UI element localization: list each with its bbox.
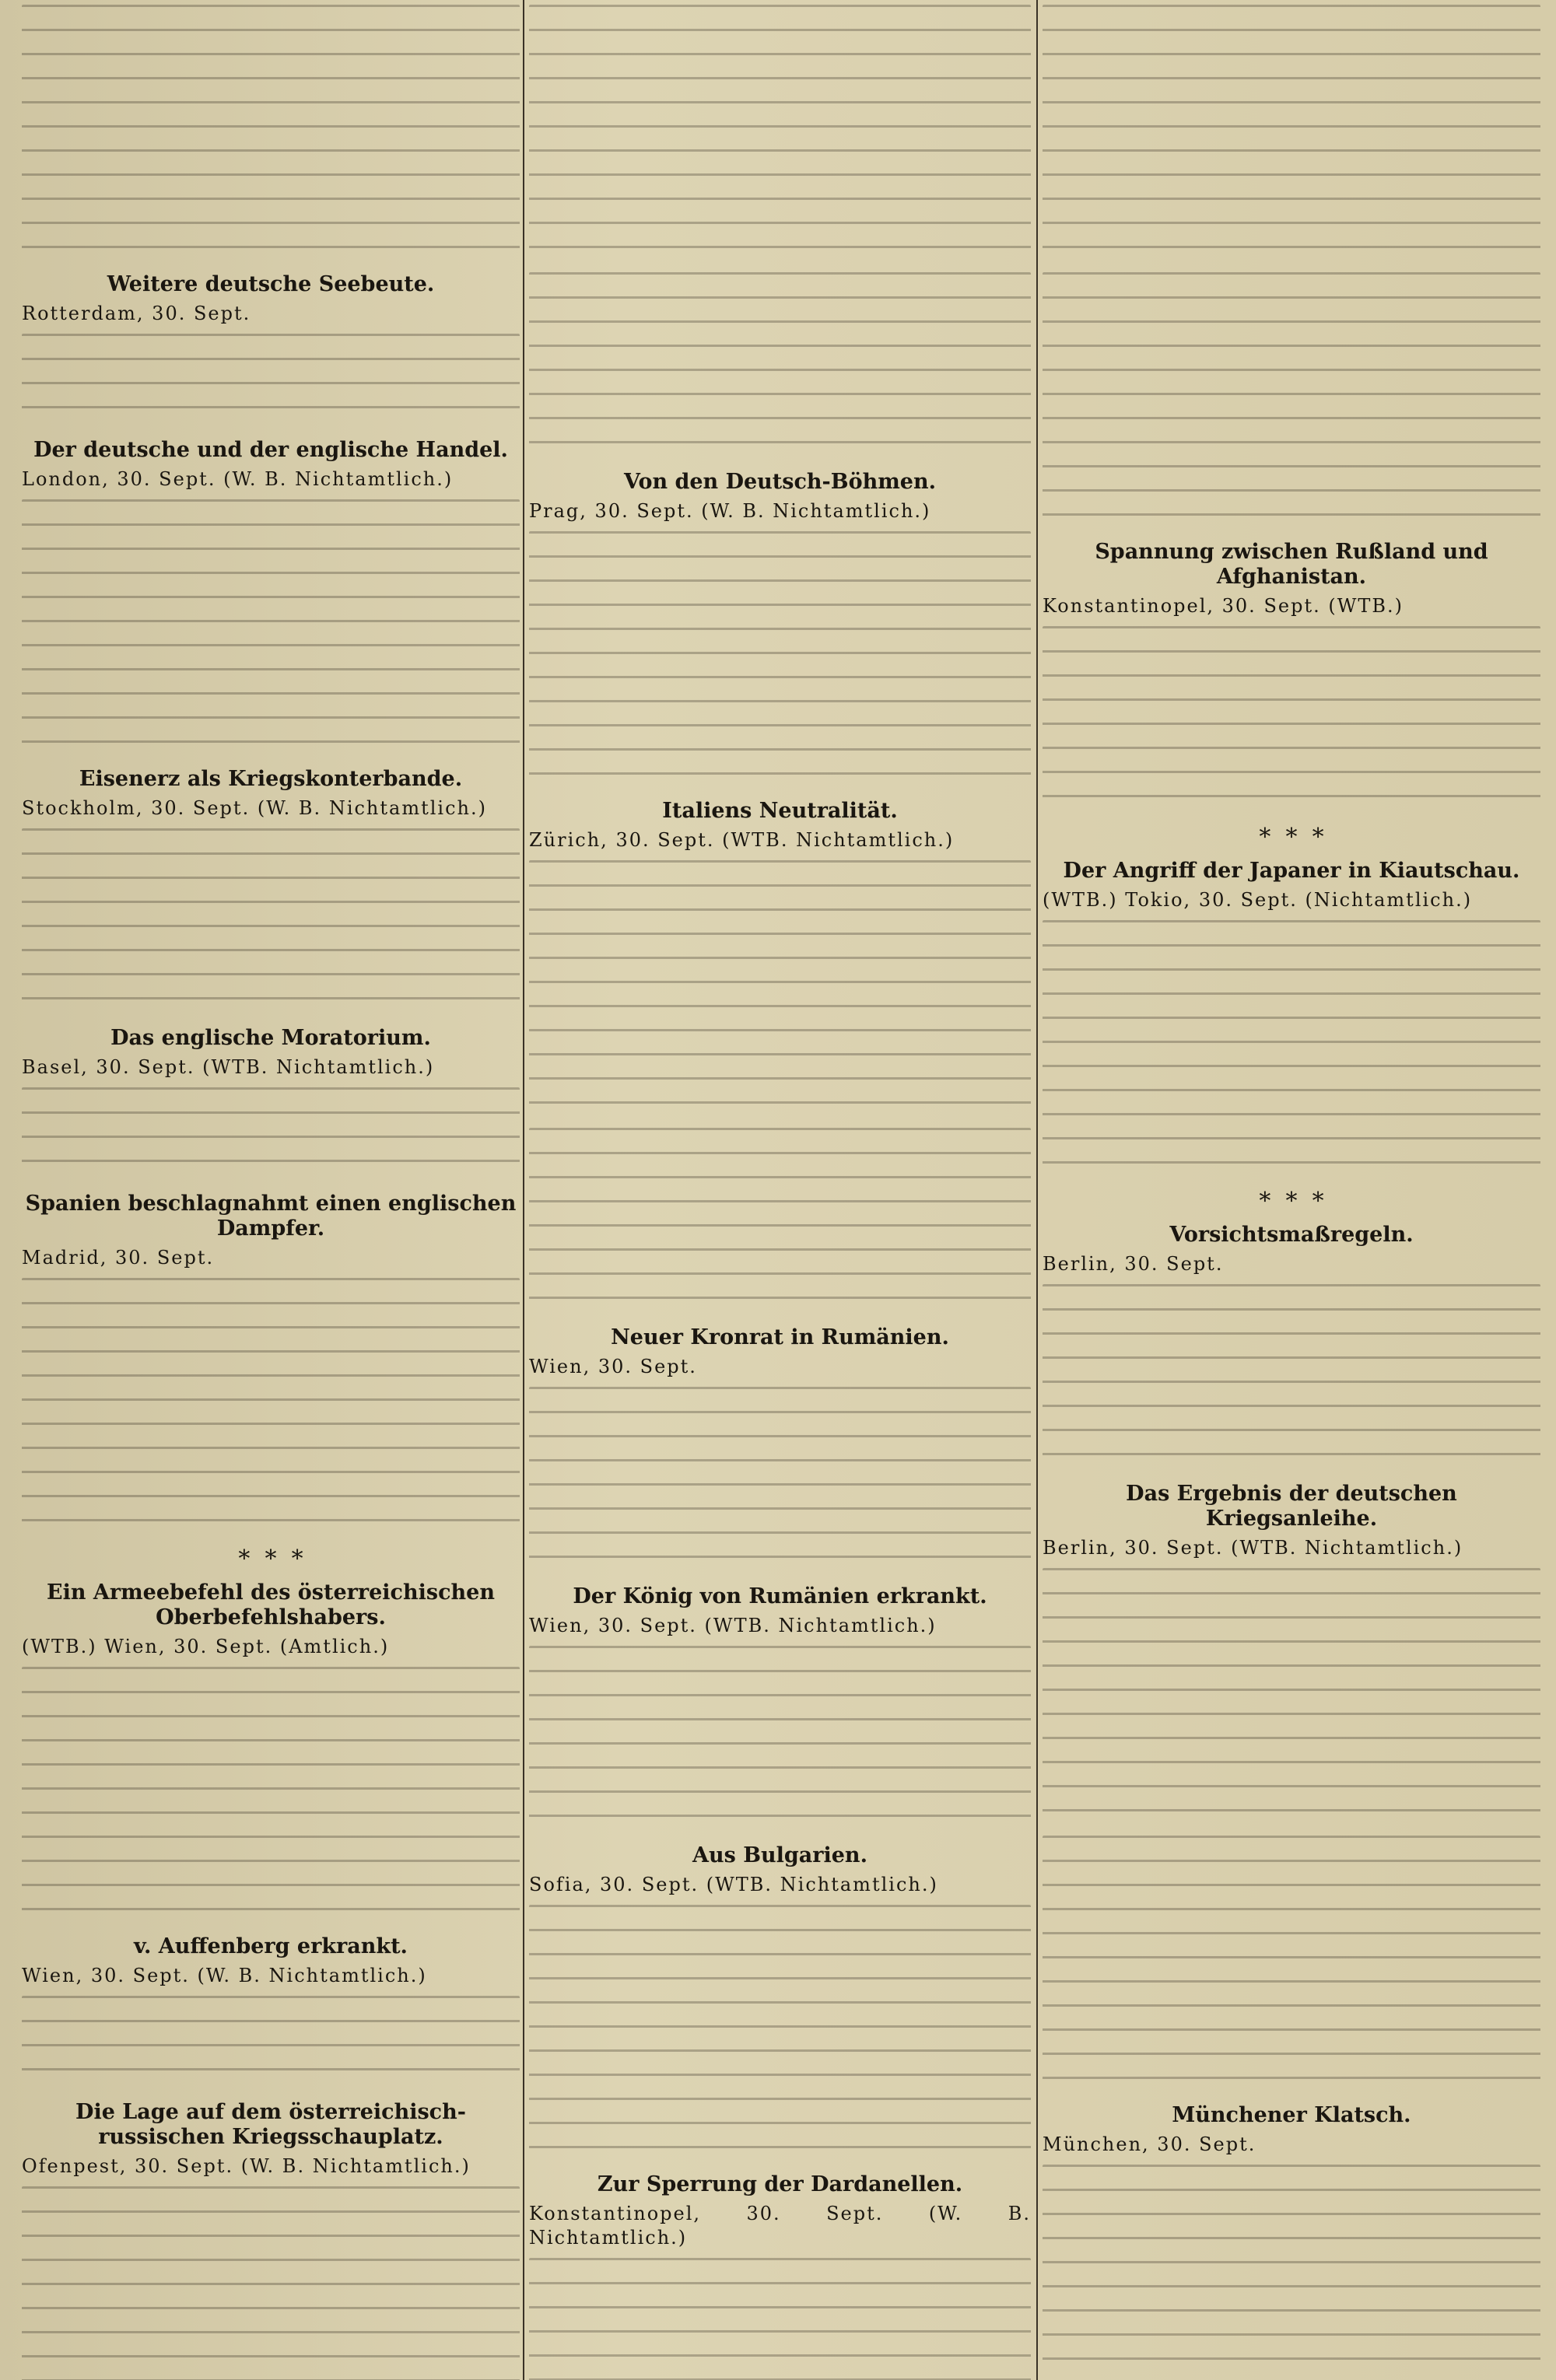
unreadable-body <box>1043 920 1540 1177</box>
section-divider: * * * <box>238 1545 303 1573</box>
article-dateline: Rotterdam, 30. Sept. <box>22 303 251 324</box>
article <box>22 767 520 1015</box>
article <box>1043 1223 1540 1471</box>
column-rule <box>1036 0 1038 2380</box>
article-dateline: Wien, 30. Sept. (W. B. Nichtamtlich.) <box>22 1965 427 1986</box>
article <box>529 799 1031 1314</box>
article <box>1043 540 1540 813</box>
unreadable-body <box>22 334 520 427</box>
article-dateline: Berlin, 30. Sept. <box>1043 1253 1224 1275</box>
article-headline: Neuer Kronrat in Rumänien. <box>611 1325 949 1349</box>
article-headline: Ein Armeebefehl des österreichischen Oberbefehlshabers. <box>47 1580 495 1629</box>
article-dateline: Wien, 30. Sept. <box>529 1356 697 1377</box>
unreadable-body <box>1043 5 1540 261</box>
unreadable-body <box>1043 626 1540 813</box>
section-divider: * * * <box>1259 824 1324 851</box>
column-rule <box>523 0 524 2380</box>
unreadable-body <box>1043 2165 1540 2380</box>
article <box>22 2100 520 2380</box>
article-dateline: (WTB.) Tokio, 30. Sept. (Nichtamtlich.) <box>1043 889 1473 911</box>
unreadable-body <box>529 2258 1031 2380</box>
article-dateline: Zürich, 30. Sept. (WTB. Nichtamtlich.) <box>529 829 955 851</box>
article-headline: Spannung zwischen Rußland und Afghanistan. <box>1095 540 1488 589</box>
unreadable-body <box>529 5 1031 261</box>
article-dateline: Wien, 30. Sept. (WTB. Nichtamtlich.) <box>529 1615 937 1636</box>
unreadable-body <box>22 499 520 756</box>
article-headline: v. Auffenberg erkrankt. <box>134 1934 408 1958</box>
article-dateline: Prag, 30. Sept. (W. B. Nichtamtlich.) <box>529 500 931 522</box>
article <box>22 1192 520 1535</box>
column-3 <box>1043 0 1540 2380</box>
article-dateline: Ofenpest, 30. Sept. (W. B. Nichtamtlich.) <box>22 2155 471 2177</box>
article-dateline: Basel, 30. Sept. (WTB. Nichtamtlich.) <box>22 1056 435 1078</box>
article <box>22 272 520 427</box>
column-2 <box>529 0 1031 2380</box>
article <box>529 1325 1031 1573</box>
article <box>529 470 1031 788</box>
unreadable-body <box>529 1646 1031 1832</box>
article-dateline: Konstantinopel, 30. Sept. (WTB.) <box>1043 595 1404 617</box>
column-1 <box>22 0 520 2380</box>
article <box>22 1580 520 1923</box>
article-headline: Münchener Klatsch. <box>1172 2103 1411 2127</box>
unreadable-body <box>1043 1284 1540 1471</box>
article-dateline: Madrid, 30. Sept. <box>22 1247 215 1269</box>
unreadable-body <box>1043 1836 1540 2092</box>
article-dateline: Berlin, 30. Sept. (WTB. Nichtamtlich.) <box>1043 1537 1463 1559</box>
article-headline: Von den Deutsch-Böhmen. <box>623 470 936 494</box>
unreadable-body <box>22 1278 520 1535</box>
unreadable-body <box>529 531 1031 788</box>
unreadable-body <box>22 1667 520 1923</box>
unreadable-body <box>529 272 1031 459</box>
unreadable-body <box>1043 1568 1540 1825</box>
unreadable-body <box>22 1087 520 1181</box>
unreadable-body <box>22 1996 520 2089</box>
article-headline: Die Lage auf dem österreichisch-russischen Kriegsschauplatz. <box>75 2100 466 2149</box>
article-dateline: London, 30. Sept. (W. B. Nichtamtlich.) <box>22 468 454 490</box>
article <box>529 2172 1031 2380</box>
unreadable-body <box>529 1905 1031 2161</box>
article-dateline: (WTB.) Wien, 30. Sept. (Amtlich.) <box>22 1636 390 1657</box>
article-headline: Aus Bulgarien. <box>692 1843 867 1867</box>
unreadable-body <box>22 5 520 261</box>
article-headline: Eisenerz als Kriegskonterbande. <box>79 767 463 791</box>
unreadable-body <box>529 1387 1031 1573</box>
unreadable-body <box>22 828 520 1015</box>
article-headline: Das englische Moratorium. <box>110 1026 431 1050</box>
unreadable-body <box>529 1128 1031 1314</box>
article <box>1043 859 1540 1177</box>
unreadable-body <box>22 2186 520 2380</box>
article-dateline: Stockholm, 30. Sept. (W. B. Nichtamtlich.) <box>22 797 487 819</box>
unreadable-body <box>1043 272 1540 529</box>
article <box>22 438 520 756</box>
article-dateline: München, 30. Sept. <box>1043 2133 1256 2155</box>
section-divider: * * * <box>1259 1188 1324 1215</box>
article <box>22 1026 520 1181</box>
article-dateline: Konstantinopel, 30. Sept. (W. B. Nichtamtlich.) <box>529 2203 1031 2249</box>
article <box>1043 1482 1540 2092</box>
article-headline: Zur Sperrung der Dardanellen. <box>597 2172 963 2196</box>
article-headline: Vorsichtsmaßregeln. <box>1169 1223 1414 1247</box>
article <box>1043 2103 1540 2380</box>
article-dateline: Sofia, 30. Sept. (WTB. Nichtamtlich.) <box>529 1874 938 1895</box>
article-headline: Der König von Rumänien erkrankt. <box>573 1584 987 1608</box>
article-headline: Spanien beschlagnahmt einen englischen Dampfer. <box>25 1192 517 1241</box>
article-headline: Das Ergebnis der deutschen Kriegsanleihe. <box>1126 1482 1457 1531</box>
unreadable-body <box>529 860 1031 1117</box>
article-headline: Der deutsche und der englische Handel. <box>33 438 508 462</box>
article-headline: Italiens Neutralität. <box>662 799 898 823</box>
article-headline: Der Angriff der Japaner in Kiautschau. <box>1063 859 1520 883</box>
article-headline: Weitere deutsche Seebeute. <box>107 272 435 296</box>
article <box>529 1843 1031 2161</box>
article <box>22 1934 520 2089</box>
article <box>529 1584 1031 1832</box>
